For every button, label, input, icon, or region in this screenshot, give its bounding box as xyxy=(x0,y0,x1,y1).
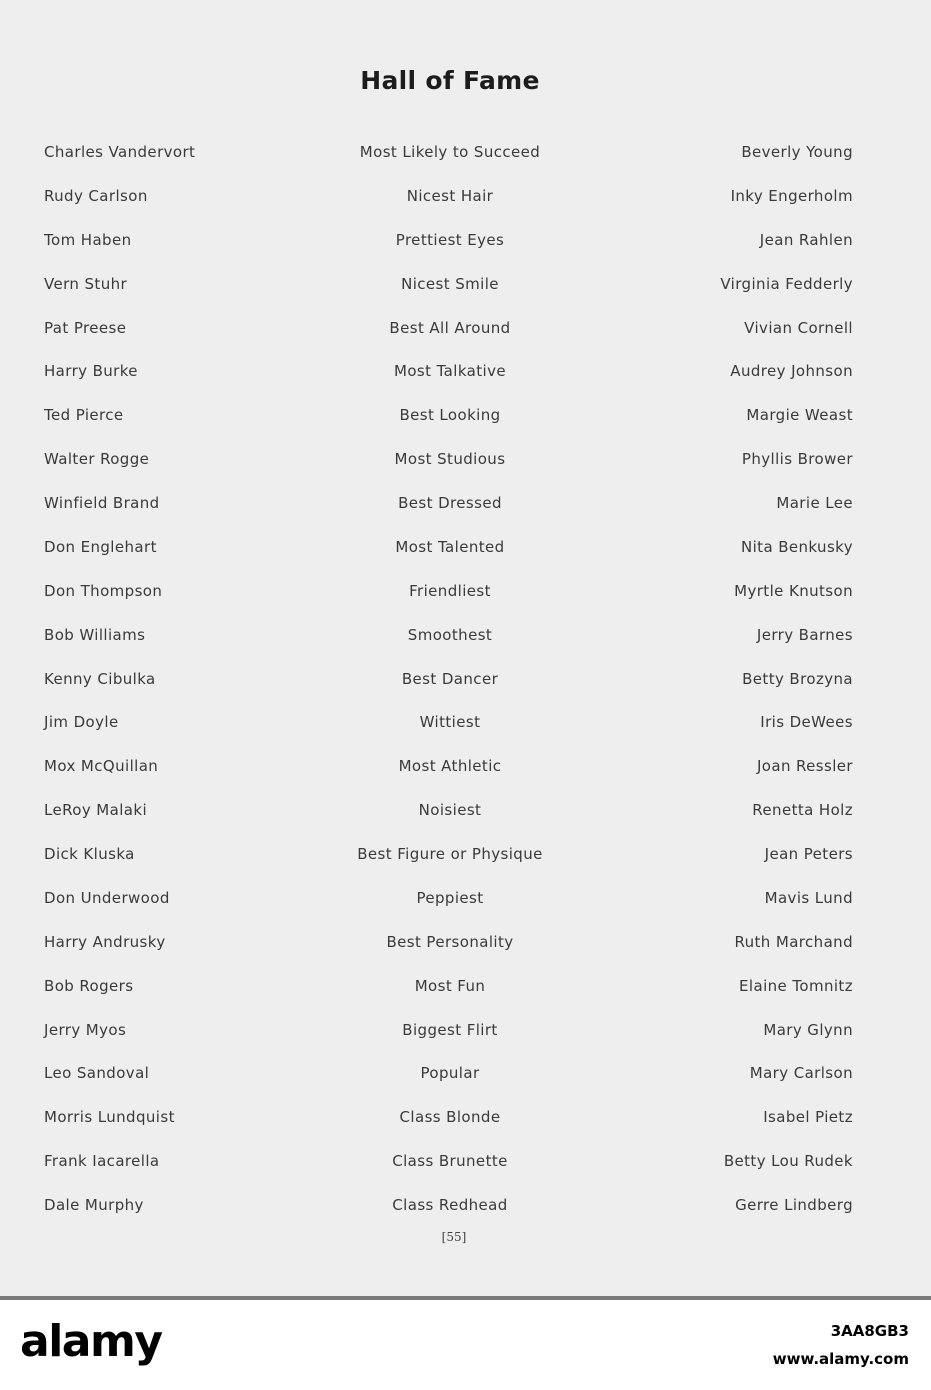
award-title: Friendliest xyxy=(409,581,491,600)
award-title: Best All Around xyxy=(389,318,511,337)
site-url: www.alamy.com xyxy=(772,1350,909,1368)
award-title: Best Dressed xyxy=(398,494,502,512)
girl-name: Jean Peters xyxy=(764,845,853,863)
award-title: Prettiest Eyes xyxy=(395,230,505,249)
girl-name: Inky Engerholm xyxy=(730,186,853,205)
award-title: Biggest Flirt xyxy=(402,1020,498,1039)
girl-name: Joan Ressler xyxy=(756,757,853,776)
girl-name: Gerre Lindberg xyxy=(735,1196,853,1214)
award-title: Best Personality xyxy=(386,932,514,951)
girl-name: Iris DeWees xyxy=(760,713,853,732)
list-item xyxy=(0,403,931,427)
award-title: Nicest Hair xyxy=(406,186,494,205)
boy-name: Winfield Brand xyxy=(44,494,160,512)
girl-name: Isabel Pietz xyxy=(763,1108,853,1127)
boy-name: Harry Burke xyxy=(44,362,138,381)
boy-name: Charles Vandervort xyxy=(44,143,196,161)
girl-name: Elaine Tomnitz xyxy=(739,976,853,995)
boy-name: Pat Preese xyxy=(44,318,127,337)
award-title: Smoothest xyxy=(407,625,493,644)
list-item xyxy=(0,535,931,559)
list-item xyxy=(0,842,931,866)
boy-name: Morris Lundquist xyxy=(44,1108,175,1127)
award-title: Peppiest xyxy=(416,888,484,907)
girl-name: Margie Weast xyxy=(746,406,853,425)
boy-name: Mox McQuillan xyxy=(44,757,159,776)
girl-name: Virginia Fedderly xyxy=(720,274,853,293)
list-item xyxy=(0,579,931,603)
page-number: [55] xyxy=(441,1230,467,1244)
award-title: Class Blonde xyxy=(399,1108,501,1127)
boy-name: LeRoy Malaki xyxy=(44,801,148,820)
girl-name: Jean Rahlen xyxy=(759,230,853,249)
girl-name: Phyllis Brower xyxy=(741,450,853,469)
list-item xyxy=(0,140,931,164)
list-item xyxy=(0,272,931,296)
boy-name: Dale Murphy xyxy=(44,1196,144,1214)
boy-name: Bob Williams xyxy=(44,625,146,644)
girl-name: Mavis Lund xyxy=(764,888,853,907)
list-item xyxy=(0,491,931,515)
list-item xyxy=(0,1061,931,1085)
award-title: Best Figure or Physique xyxy=(357,845,543,863)
award-title: Noisiest xyxy=(418,801,482,820)
boy-name: Walter Rogge xyxy=(44,450,150,469)
award-title: Most Talkative xyxy=(394,362,506,381)
boy-name: Don Englehart xyxy=(44,537,157,556)
list-item xyxy=(0,710,931,734)
page-title: Hall of Fame xyxy=(360,66,540,95)
boy-name: Don Underwood xyxy=(44,888,170,907)
girl-name: Vivian Cornell xyxy=(744,318,853,337)
boy-name: Tom Haben xyxy=(44,230,132,249)
girl-name: Beverly Young xyxy=(741,143,853,161)
award-title: Most Talented xyxy=(395,537,505,556)
girl-name: Ruth Marchand xyxy=(734,932,853,951)
stock-image-id: 3AA8GB3 xyxy=(830,1322,909,1340)
list-item xyxy=(0,447,931,471)
award-title: Nicest Smile xyxy=(401,274,499,293)
list-item xyxy=(0,1018,931,1042)
list-item xyxy=(0,1105,931,1129)
award-title: Best Dancer xyxy=(401,669,499,688)
boy-name: Dick Kluska xyxy=(44,845,135,863)
alamy-logo: alamy xyxy=(20,1316,162,1367)
list-item xyxy=(0,667,931,691)
girl-name: Betty Brozyna xyxy=(742,669,853,688)
boy-name: Rudy Carlson xyxy=(44,186,148,205)
girl-name: Myrtle Knutson xyxy=(734,581,853,600)
boy-name: Don Thompson xyxy=(44,581,163,600)
list-item xyxy=(0,184,931,208)
list-item xyxy=(0,930,931,954)
boy-name: Harry Andrusky xyxy=(44,932,166,951)
list-item xyxy=(0,1193,931,1217)
girl-name: Mary Carlson xyxy=(749,1064,853,1083)
list-item xyxy=(0,316,931,340)
boy-name: Kenny Cibulka xyxy=(44,669,156,688)
girl-name: Nita Benkusky xyxy=(740,537,853,556)
list-item xyxy=(0,359,931,383)
boy-name: Jim Doyle xyxy=(44,713,119,732)
boy-name: Vern Stuhr xyxy=(44,274,128,293)
boy-name: Ted Pierce xyxy=(44,406,124,425)
award-title: Class Redhead xyxy=(392,1196,508,1214)
girl-name: Audrey Johnson xyxy=(730,362,853,381)
boy-name: Bob Rogers xyxy=(44,976,134,995)
list-item xyxy=(0,1149,931,1173)
list-item xyxy=(0,798,931,822)
list-item xyxy=(0,886,931,910)
award-title: Wittiest xyxy=(419,713,481,732)
girl-name: Jerry Barnes xyxy=(756,625,853,644)
award-title: Best Looking xyxy=(399,406,501,425)
award-title: Most Studious xyxy=(394,450,506,469)
list-item xyxy=(0,228,931,252)
girl-name: Renetta Holz xyxy=(752,801,853,820)
list-item xyxy=(0,623,931,647)
award-title: Popular xyxy=(420,1064,480,1083)
award-title: Most Likely to Succeed xyxy=(359,143,541,161)
girl-name: Betty Lou Rudek xyxy=(723,1152,853,1171)
girl-name: Mary Glynn xyxy=(763,1020,853,1039)
girl-name: Marie Lee xyxy=(776,494,853,512)
boy-name: Jerry Myos xyxy=(44,1020,127,1039)
award-title: Most Fun xyxy=(414,976,486,995)
award-title: Most Athletic xyxy=(398,757,502,776)
award-title: Class Brunette xyxy=(392,1152,508,1171)
boy-name: Frank Iacarella xyxy=(44,1152,160,1171)
list-item xyxy=(0,974,931,998)
list-item xyxy=(0,754,931,778)
boy-name: Leo Sandoval xyxy=(44,1064,150,1083)
